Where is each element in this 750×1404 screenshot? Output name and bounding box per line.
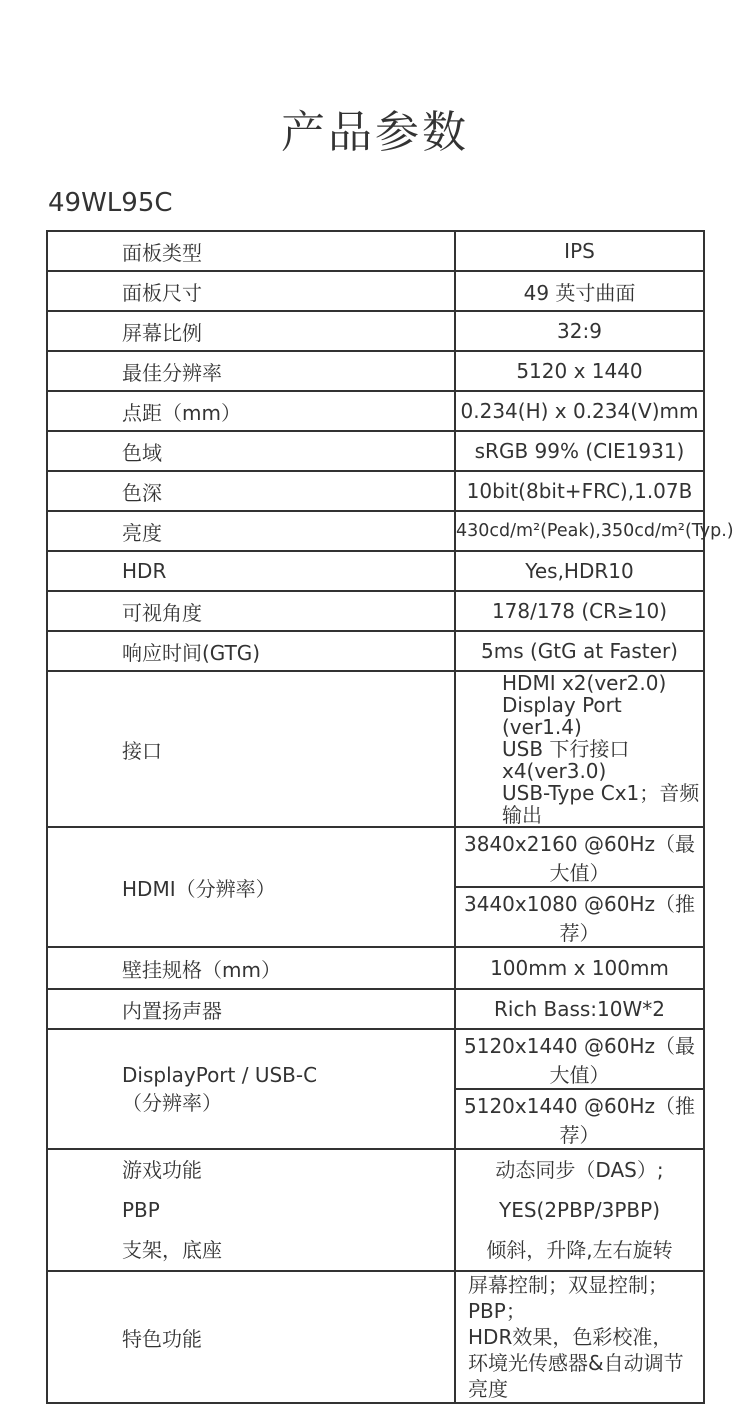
dp-key-line: DisplayPort / USB-C xyxy=(122,1063,318,1087)
spec-value: 49 英寸曲面 xyxy=(455,271,704,311)
table-row xyxy=(47,591,704,631)
table-row xyxy=(47,471,704,511)
table-row xyxy=(47,947,704,989)
model-name: 49WL95C xyxy=(48,188,173,218)
page-title: 产品参数 xyxy=(281,107,469,158)
interface-values xyxy=(455,671,704,827)
spec-value: Rich Bass:10W*2 xyxy=(455,989,704,1029)
misc-keys xyxy=(47,1149,455,1271)
misc-key: 支架，底座 xyxy=(122,1238,222,1262)
spec-value: 3440x1080 @60Hz（推荐） xyxy=(455,887,704,947)
table-row xyxy=(47,351,704,391)
interface-line: USB-Type Cx1；音频输出 xyxy=(502,781,700,827)
table-row-hdmi xyxy=(47,827,704,887)
spec-table xyxy=(46,230,734,1404)
spec-key: 壁挂规格（mm） xyxy=(47,947,455,989)
table-row xyxy=(47,391,704,431)
spec-key: 面板尺寸 xyxy=(47,271,455,311)
spec-value: 178/178 (CR≥10) xyxy=(455,591,704,631)
spec-key: 可视角度 xyxy=(47,591,455,631)
spec-key: 色域 xyxy=(47,431,455,471)
misc-values xyxy=(455,1149,704,1271)
interface-line: HDMI x2(ver2.0) xyxy=(502,671,667,695)
spec-key: 色深 xyxy=(47,471,455,511)
spec-value: 430cd/m²(Peak),350cd/m²(Typ.) xyxy=(455,511,704,551)
table-row xyxy=(47,231,704,271)
feature-line: HDR效果，色彩校准， xyxy=(468,1325,673,1349)
spec-value: IPS xyxy=(455,231,704,271)
spec-value: 5120x1440 @60Hz（最大值） xyxy=(455,1029,704,1089)
table-row-dp xyxy=(47,1029,704,1089)
spec-key: 接口 xyxy=(47,671,455,827)
spec-value: Yes,HDR10 xyxy=(455,551,704,591)
spec-value: 100mm x 100mm xyxy=(455,947,704,989)
table-row-features xyxy=(47,1271,704,1403)
table-row xyxy=(47,631,704,671)
misc-value: YES(2PBP/3PBP) xyxy=(498,1198,661,1222)
spec-key: 特色功能 xyxy=(47,1271,455,1403)
spec-value: 5ms (GtG at Faster) xyxy=(455,631,704,671)
spec-value: 32:9 xyxy=(455,311,704,351)
misc-value: 倾斜，升降,左右旋转 xyxy=(486,1238,673,1262)
misc-value: 动态同步（DAS）; xyxy=(495,1158,664,1182)
spec-value: sRGB 99% (CIE1931) xyxy=(455,431,704,471)
spec-key: 内置扬声器 xyxy=(47,989,455,1029)
misc-key: 游戏功能 xyxy=(122,1158,202,1182)
feature-line: 屏幕控制；双显控制；PBP； xyxy=(468,1273,668,1323)
table-row xyxy=(47,511,704,551)
spec-key-dp xyxy=(47,1029,455,1149)
table-row xyxy=(47,311,704,351)
table-row-misc xyxy=(47,1149,704,1271)
interface-line: Display Port (ver1.4) xyxy=(502,693,622,739)
spec-value: 3840x2160 @60Hz（最大值） xyxy=(455,827,704,887)
spec-value: 5120x1440 @60Hz（推荐） xyxy=(455,1089,704,1149)
spec-key: 最佳分辨率 xyxy=(47,351,455,391)
table-row xyxy=(47,431,704,471)
spec-key: 响应时间(GTG) xyxy=(47,631,455,671)
table-row xyxy=(47,989,704,1029)
misc-key: PBP xyxy=(122,1198,160,1222)
interface-line: USB 下行接口x4(ver3.0) xyxy=(502,737,630,783)
spec-value: 10bit(8bit+FRC),1.07B xyxy=(455,471,704,511)
table-row xyxy=(47,551,704,591)
spec-value: 0.234(H) x 0.234(V)mm xyxy=(455,391,704,431)
spec-key: HDMI（分辨率） xyxy=(47,827,455,947)
spec-key: 屏幕比例 xyxy=(47,311,455,351)
spec-key: 面板类型 xyxy=(47,231,455,271)
features-values xyxy=(455,1271,704,1403)
spec-value: 5120 x 1440 xyxy=(455,351,704,391)
spec-key: HDR xyxy=(47,551,455,591)
spec-key: 点距（mm） xyxy=(47,391,455,431)
feature-line: 环境光传感器&自动调节亮度 xyxy=(468,1351,684,1401)
dp-key-line: （分辨率） xyxy=(122,1091,222,1115)
spec-key: 亮度 xyxy=(47,511,455,551)
table-row xyxy=(47,271,704,311)
table-row-interface xyxy=(47,671,704,827)
